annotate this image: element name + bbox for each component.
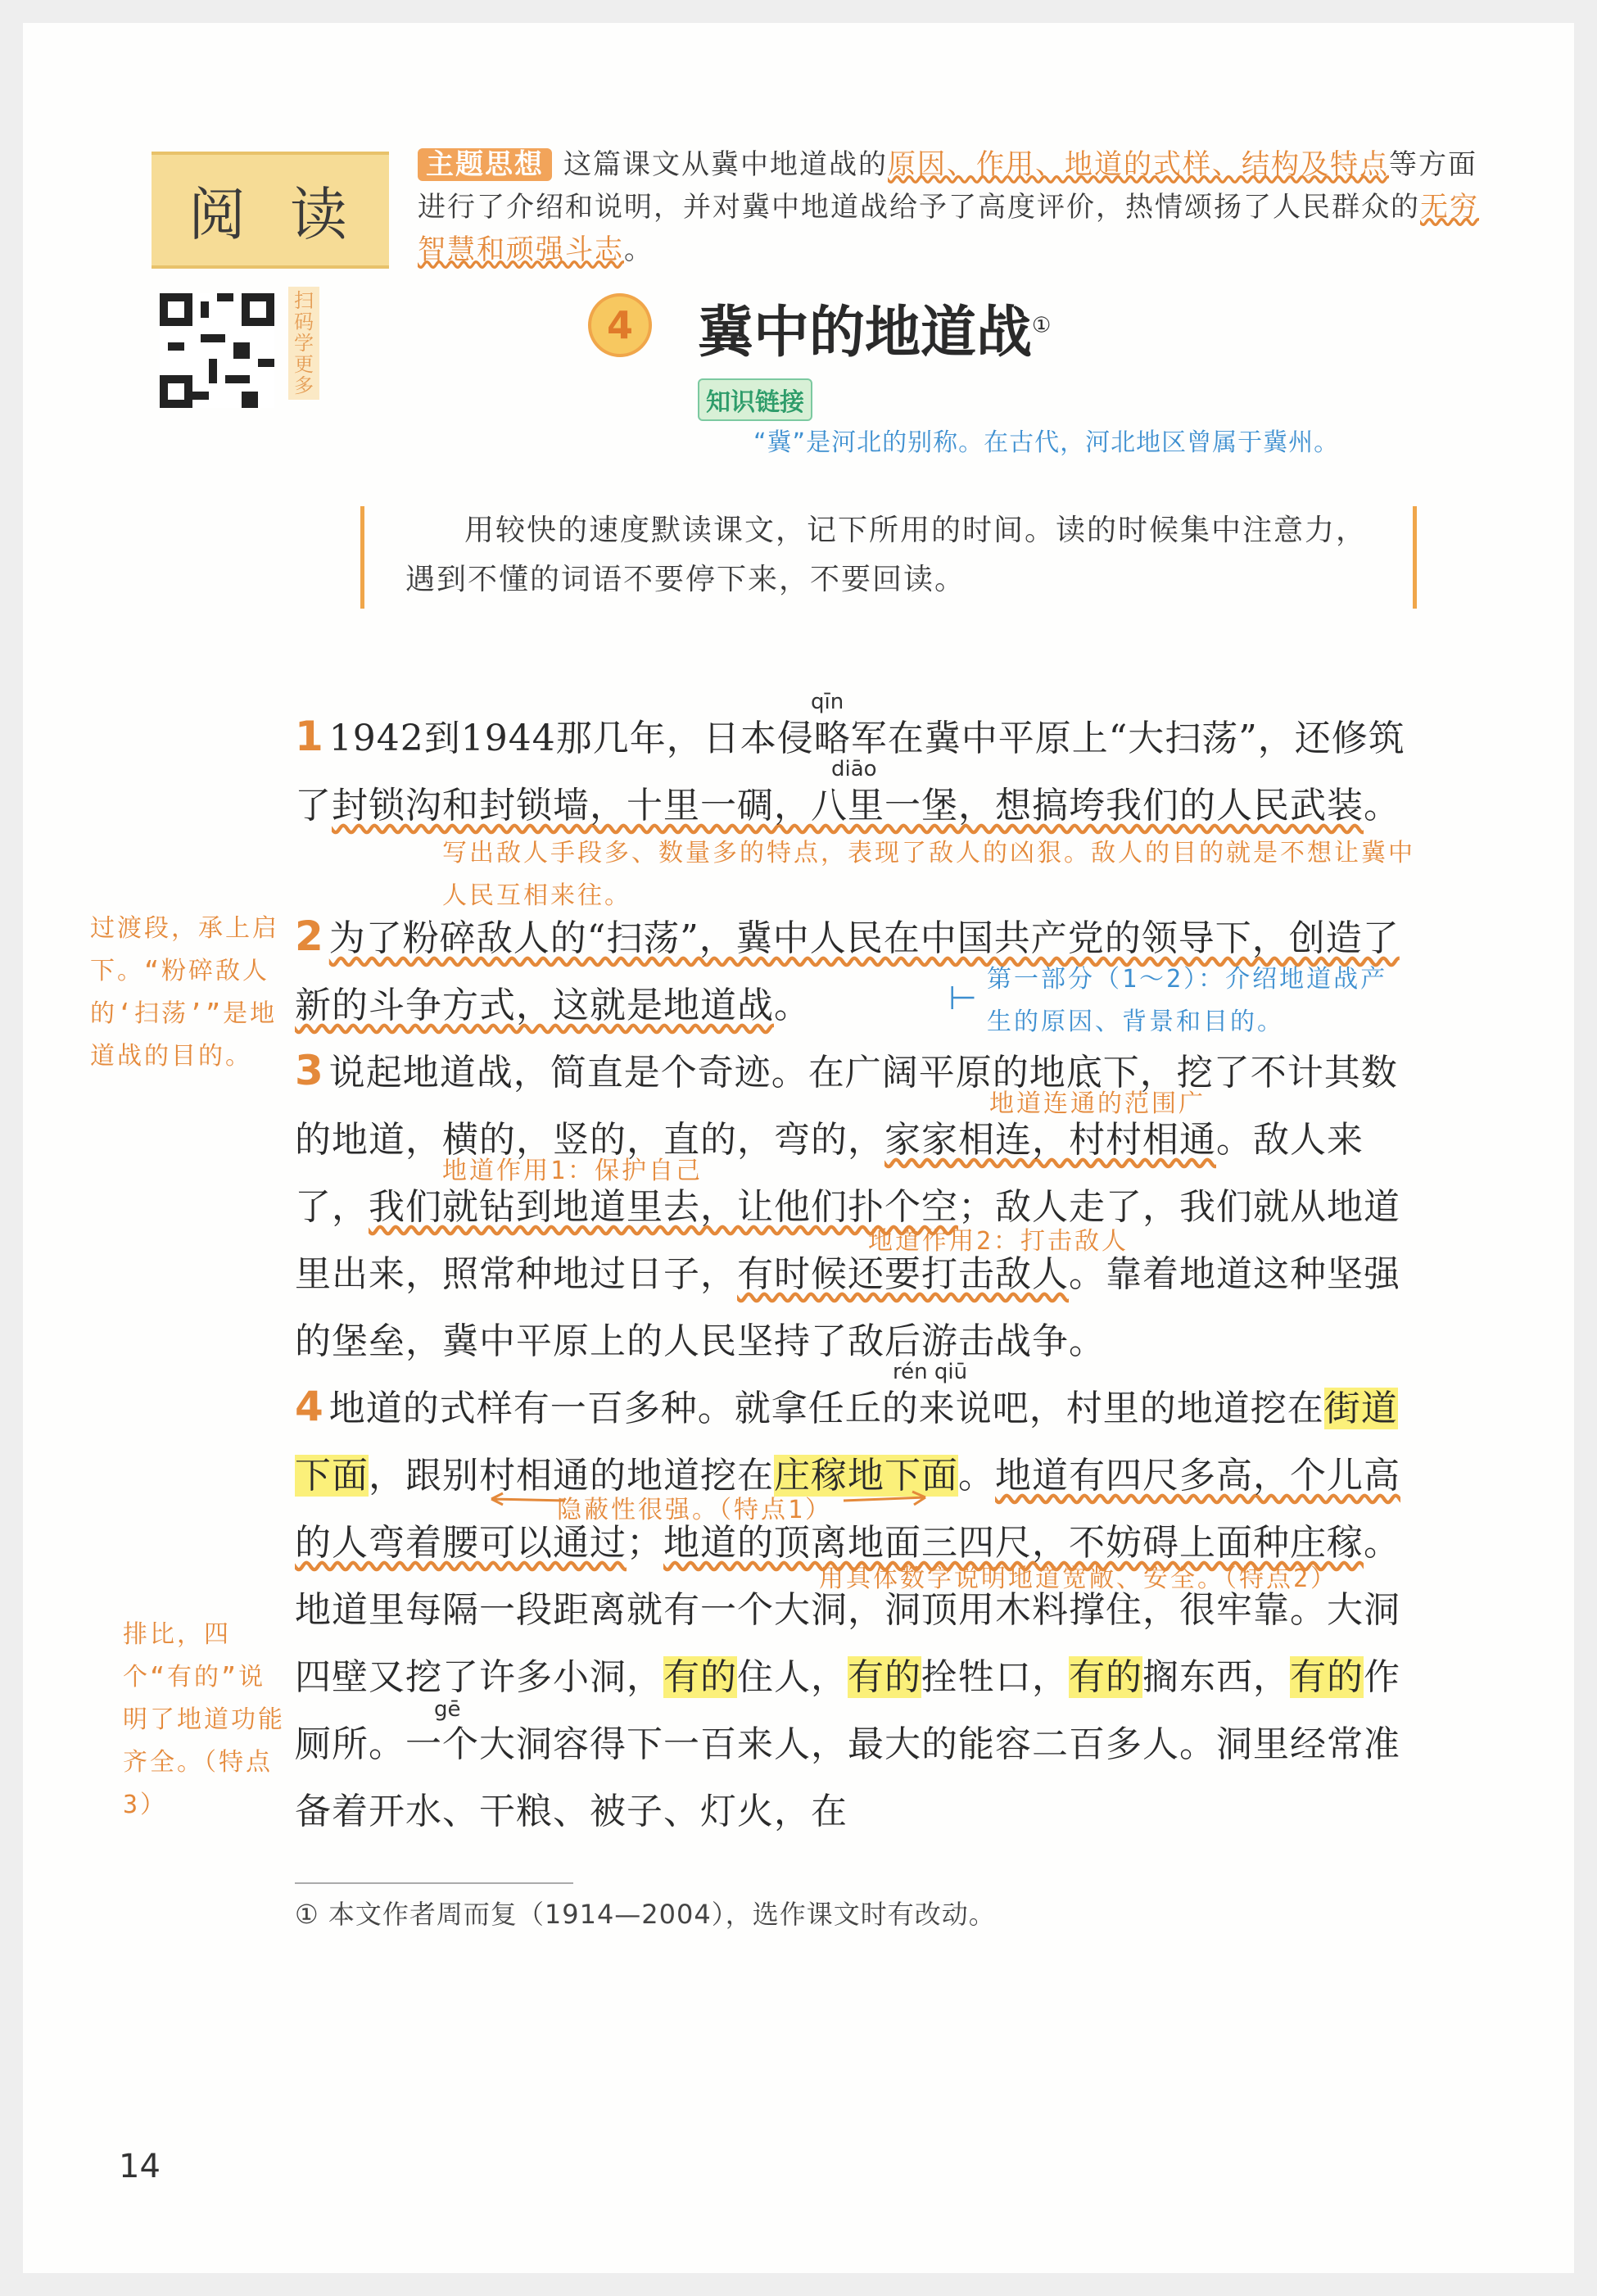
- theme-highlight: 无穷智慧和顽强斗志: [418, 191, 1479, 266]
- highlighted-text: 有的: [1069, 1656, 1142, 1698]
- highlighted-text: 有的: [848, 1656, 921, 1698]
- highlighted-text: 庄稼地下面: [774, 1455, 958, 1497]
- annotation-part1: 第一部分（1～2）：介绍地道战产生的原因、背景和目的。: [987, 965, 1388, 1036]
- annotation-feature3: 排比，四个“有的”说明了地道功能齐全。（特点3）: [123, 1620, 285, 1819]
- text-run: 拴牲口，: [921, 1656, 1069, 1698]
- annotation-feature1: 隐蔽性很强。（特点1）: [557, 1496, 833, 1524]
- badge-char-2: 读: [290, 181, 352, 248]
- underlined-text: 地道的顶离地面三四尺，不妨碍上面种庄稼: [663, 1522, 1364, 1564]
- highlighted-text: 有的: [1290, 1656, 1364, 1698]
- text-run: ；: [627, 1522, 663, 1564]
- text-run: ；敌人走了，我们就从地道里出来，照常种地过日子，: [295, 1186, 1400, 1295]
- paragraph-number: 4: [295, 1383, 324, 1430]
- text-run: 。靠着地道这种坚强的堡垒，冀中平原上的人民坚持了敌后游击战争。: [295, 1253, 1400, 1362]
- annotation-feature2: 用具体数字说明地道宽敞、安全。（特点2）: [819, 1565, 1338, 1593]
- paragraph-number: 2: [295, 913, 324, 960]
- annotation-use1: 地道作用1：保护自己: [442, 1157, 703, 1185]
- underlined-text: 有时候还要打击敌人: [737, 1253, 1069, 1295]
- qr-code-icon[interactable]: [160, 293, 274, 408]
- footnote-divider: [295, 1882, 573, 1884]
- text-run: ，跟别村相通的地道挖在: [369, 1455, 774, 1497]
- theme-part: 等方面进行了介绍和说明，并对冀中地道战给予了高度评价，热情颂扬了人民群众的: [418, 148, 1477, 224]
- theme-part: 这篇课文从冀中地道战的: [563, 148, 888, 181]
- lesson-number: 4: [588, 293, 652, 357]
- paragraph-number: 1: [295, 713, 324, 760]
- underlined-text: 家家相连，村村相通: [884, 1119, 1216, 1161]
- underlined-text: 封锁沟和封锁墙，十里一碉，八里一堡，想搞垮我们的人民武装: [332, 785, 1364, 826]
- text-run: 作厕所。一个大洞容得下一百来人，最大的能容二百多人。洞里经常准备着开水、干粮、被子、灯火，在: [295, 1656, 1400, 1832]
- pinyin-qin: qīn: [811, 690, 844, 714]
- theme-text: [418, 143, 1491, 271]
- reading-badge: [152, 152, 389, 269]
- theme-tag: 主题思想: [418, 148, 552, 181]
- annotation-use2: 地道作用2：打击敌人: [868, 1227, 1129, 1256]
- text-run: 住人，: [737, 1656, 848, 1698]
- bracket-mark: ⊢: [948, 980, 977, 1017]
- page-number: 14: [119, 2148, 161, 2185]
- highlighted-text: 有的: [663, 1656, 737, 1698]
- paragraph-4: [295, 1373, 1417, 1845]
- footnote: ① 本文作者周而复（1914—2004），选作课文时有改动。: [295, 1899, 996, 1930]
- annotation-p1: 写出敌人手段多、数量多的特点，表现了敌人的凶狠。敌人的目的就是不想让冀中人民互相来往。: [442, 839, 1415, 910]
- paragraph-1: [295, 703, 1417, 840]
- theme-highlight: 原因、作用、地道的式样、结构及特点: [888, 148, 1389, 181]
- text-run: 1942到1944那几年，日本侵略军在冀中平原上“大扫荡”，还修筑了: [295, 718, 1405, 826]
- text-run: 。敌人来了，: [295, 1119, 1364, 1228]
- paragraph-number: 3: [295, 1047, 324, 1094]
- pinyin-diao: diāo: [831, 757, 877, 781]
- text-run: 说起地道战，简直是个奇迹。在广阔平原的地底下，挖了不计其数的地道，横的，竖的，直的，弯的，: [295, 1052, 1398, 1161]
- title-text: 冀中的地道战: [698, 300, 1033, 365]
- pinyin-renqiu: rén qiū: [893, 1360, 968, 1384]
- text-run: 。: [1364, 785, 1400, 826]
- underlined-text: 为了粉碎敌人的“扫荡”，冀中人民在中国共产党的领导下，创造了新的斗争方式，这就是地道战: [295, 917, 1400, 1026]
- knowledge-note: “冀”是河北的别称。在古代，河北地区曾属于冀州。: [753, 428, 1340, 457]
- footnote-mark: ①: [1032, 313, 1052, 338]
- text-run: 搁东西，: [1142, 1656, 1290, 1698]
- theme-part: 。: [624, 233, 654, 266]
- text-run: 。: [958, 1455, 995, 1497]
- text-run: 。地道里每隔一段距离就有一个大洞，洞顶用木料撑住，很牢靠。大洞四壁又挖了许多小洞，: [295, 1522, 1400, 1698]
- annotation-range: 地道连通的范围广: [989, 1089, 1206, 1118]
- annotation-p2: 过渡段，承上启下。“粉碎敌人的‘扫荡’”是地道战的目的。: [90, 914, 279, 1071]
- badge-char-1: 阅: [188, 181, 251, 248]
- scan-label: 扫码学更多: [288, 287, 319, 400]
- lesson-title: [698, 288, 1051, 368]
- pinyin-ge: gē: [434, 1697, 461, 1722]
- text-run: 地道的式样有一百多种。就拿任丘的来说吧，村里的地道挖在: [328, 1388, 1324, 1429]
- paragraph-3: [295, 1037, 1417, 1375]
- knowledge-tag: 知识链接: [698, 378, 812, 421]
- reading-instruction: 用较快的速度默读课文，记下所用的时间。读的时候集中注意力，遇到不懂的词语不要停下来，不要回读。: [360, 506, 1417, 609]
- text-run: 。: [774, 985, 811, 1026]
- underlined-text: 地道有四尺多高，个儿高的人弯着腰可以通过: [295, 1455, 1400, 1564]
- highlighted-text: 街道下面: [295, 1388, 1398, 1497]
- underlined-text: 我们就钻到地道里去，让他们扑个空: [369, 1186, 958, 1228]
